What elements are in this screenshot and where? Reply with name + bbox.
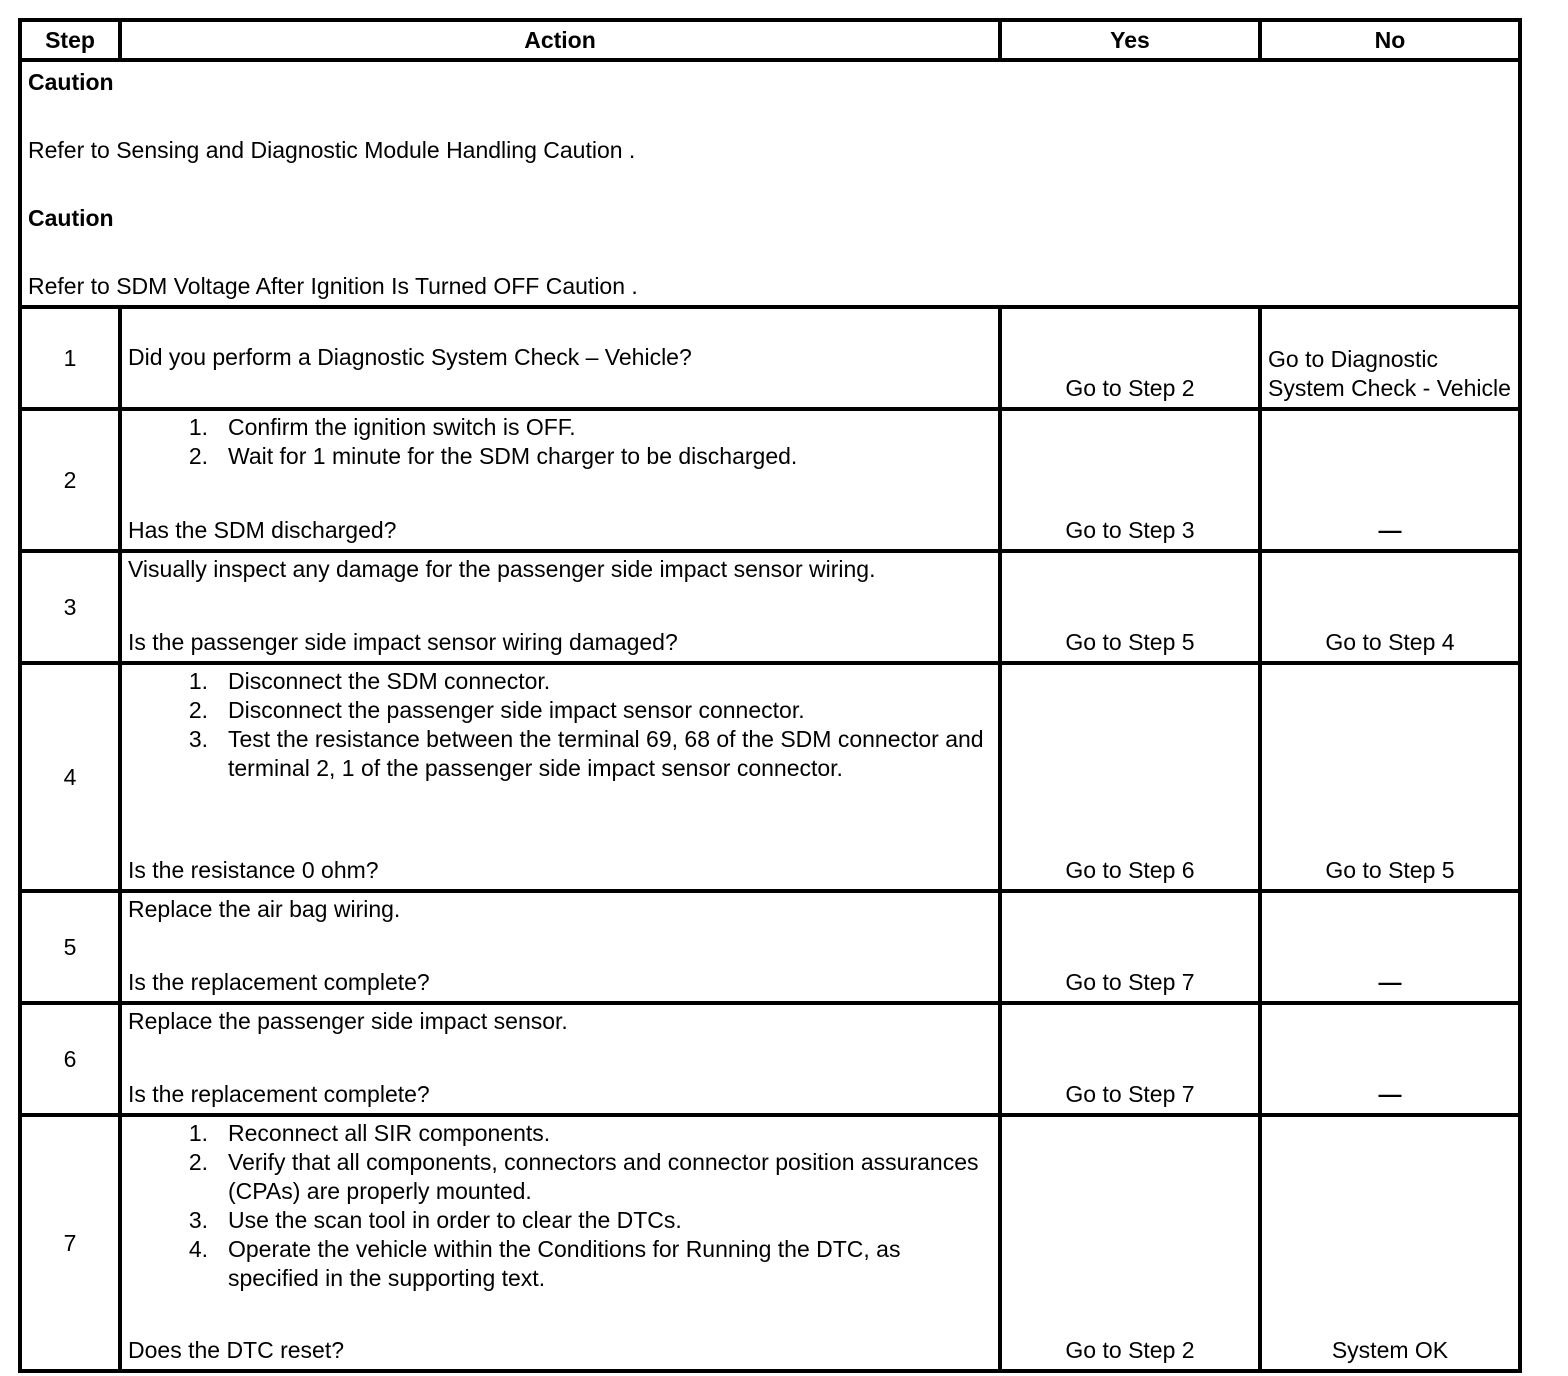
no-result: System OK: [1260, 1115, 1520, 1371]
step-action: [120, 409, 1000, 551]
list-text: Disconnect the SDM connector.: [228, 668, 551, 694]
caution-cell: [20, 60, 1520, 307]
action-list: [128, 1119, 992, 1293]
caution-text: Refer to Sensing and Diagnostic Module Handling Caution .: [28, 137, 636, 163]
action-list-item: [178, 696, 992, 725]
list-number: 1.: [188, 668, 208, 694]
step-number: 7: [20, 1115, 120, 1371]
action-list-item: [178, 1148, 992, 1206]
action-list-item: [178, 667, 992, 696]
step-action: [120, 891, 1000, 1003]
list-text: Confirm the ignition switch is OFF.: [228, 414, 576, 440]
caution-row: [20, 60, 1520, 307]
action-question: Did you perform a Diagnostic System Check – Vehicle?: [128, 343, 692, 370]
action-question: Is the passenger side impact sensor wiring damaged?: [128, 629, 678, 655]
action-question: Is the resistance 0 ohm?: [128, 857, 379, 883]
step-action: [120, 1003, 1000, 1115]
step-row: [20, 891, 1520, 1003]
list-text: Use the scan tool in order to clear the DTCs.: [228, 1207, 682, 1233]
list-text: Test the resistance between the terminal 69, 68 of the SDM connector and terminal 2, 1 of the passenger side impact sensor connector.: [228, 726, 984, 781]
action-list-item: [178, 1119, 992, 1148]
step-row: [20, 409, 1520, 551]
step-action: [120, 663, 1000, 891]
action-text: Visually inspect any damage for the passenger side impact sensor wiring.: [128, 556, 876, 582]
header-row: [20, 20, 1520, 60]
list-text: Wait for 1 minute for the SDM charger to be discharged.: [228, 443, 798, 469]
list-number: 2.: [188, 697, 208, 723]
step-number: 6: [20, 1003, 120, 1115]
step-row: [20, 1115, 1520, 1371]
action-list-item: [178, 725, 992, 783]
step-row: [20, 551, 1520, 663]
list-number: 4.: [188, 1236, 208, 1262]
yes-result: Go to Step 5: [1000, 551, 1260, 663]
action-list-item: [178, 1235, 992, 1293]
action-list-item: [178, 1206, 992, 1235]
no-result: —: [1260, 891, 1520, 1003]
yes-result: Go to Step 6: [1000, 663, 1260, 891]
action-list: [128, 667, 992, 783]
list-text: Reconnect all SIR components.: [228, 1120, 551, 1146]
no-result: Go to Step 5: [1260, 663, 1520, 891]
yes-result: Go to Step 7: [1000, 1003, 1260, 1115]
yes-result: Go to Step 2: [1000, 1115, 1260, 1371]
yes-result: Go to Step 3: [1000, 409, 1260, 551]
diagnostic-table: [18, 18, 1522, 1373]
step-action: [120, 307, 1000, 409]
list-text: Operate the vehicle within the Conditions for Running the DTC, as specified in the supporting text.: [228, 1236, 901, 1291]
action-question: Does the DTC reset?: [128, 1337, 345, 1363]
no-result: —: [1260, 409, 1520, 551]
step-number: 4: [20, 663, 120, 891]
header-action: Action: [120, 20, 1000, 60]
list-number: 3.: [188, 1207, 208, 1233]
list-number: 1.: [188, 414, 208, 440]
action-text: Replace the passenger side impact sensor.: [128, 1008, 568, 1034]
action-question: Has the SDM discharged?: [128, 517, 397, 543]
yes-result: Go to Step 7: [1000, 891, 1260, 1003]
list-text: Disconnect the passenger side impact sensor connector.: [228, 697, 805, 723]
no-result: Go to Step 4: [1260, 551, 1520, 663]
action-question: Is the replacement complete?: [128, 1081, 430, 1107]
caution-title: Caution: [28, 69, 114, 95]
list-number: 1.: [188, 1120, 208, 1146]
action-question: Is the replacement complete?: [128, 969, 430, 995]
list-number: 3.: [188, 726, 208, 752]
no-result: Go to Diagnostic System Check - Vehicle: [1260, 307, 1520, 409]
step-action: [120, 551, 1000, 663]
yes-result: Go to Step 2: [1000, 307, 1260, 409]
step-row: [20, 307, 1520, 409]
no-result: —: [1260, 1003, 1520, 1115]
header-yes: Yes: [1000, 20, 1260, 60]
step-row: [20, 1003, 1520, 1115]
step-row: [20, 663, 1520, 891]
header-no: No: [1260, 20, 1520, 60]
list-number: 2.: [188, 1149, 208, 1175]
step-number: 2: [20, 409, 120, 551]
action-list: [128, 413, 992, 471]
step-number: 5: [20, 891, 120, 1003]
step-number: 1: [20, 307, 120, 409]
action-list-item: [178, 442, 992, 471]
list-text: Verify that all components, connectors and connector position assurances (CPAs) are properly mounted.: [228, 1149, 979, 1204]
step-action: [120, 1115, 1000, 1371]
action-text: Replace the air bag wiring.: [128, 896, 401, 922]
caution-title: Caution: [28, 205, 114, 231]
list-number: 2.: [188, 443, 208, 469]
caution-text: Refer to SDM Voltage After Ignition Is Turned OFF Caution .: [28, 273, 638, 299]
action-list-item: [178, 413, 992, 442]
step-number: 3: [20, 551, 120, 663]
header-step: Step: [20, 20, 120, 60]
